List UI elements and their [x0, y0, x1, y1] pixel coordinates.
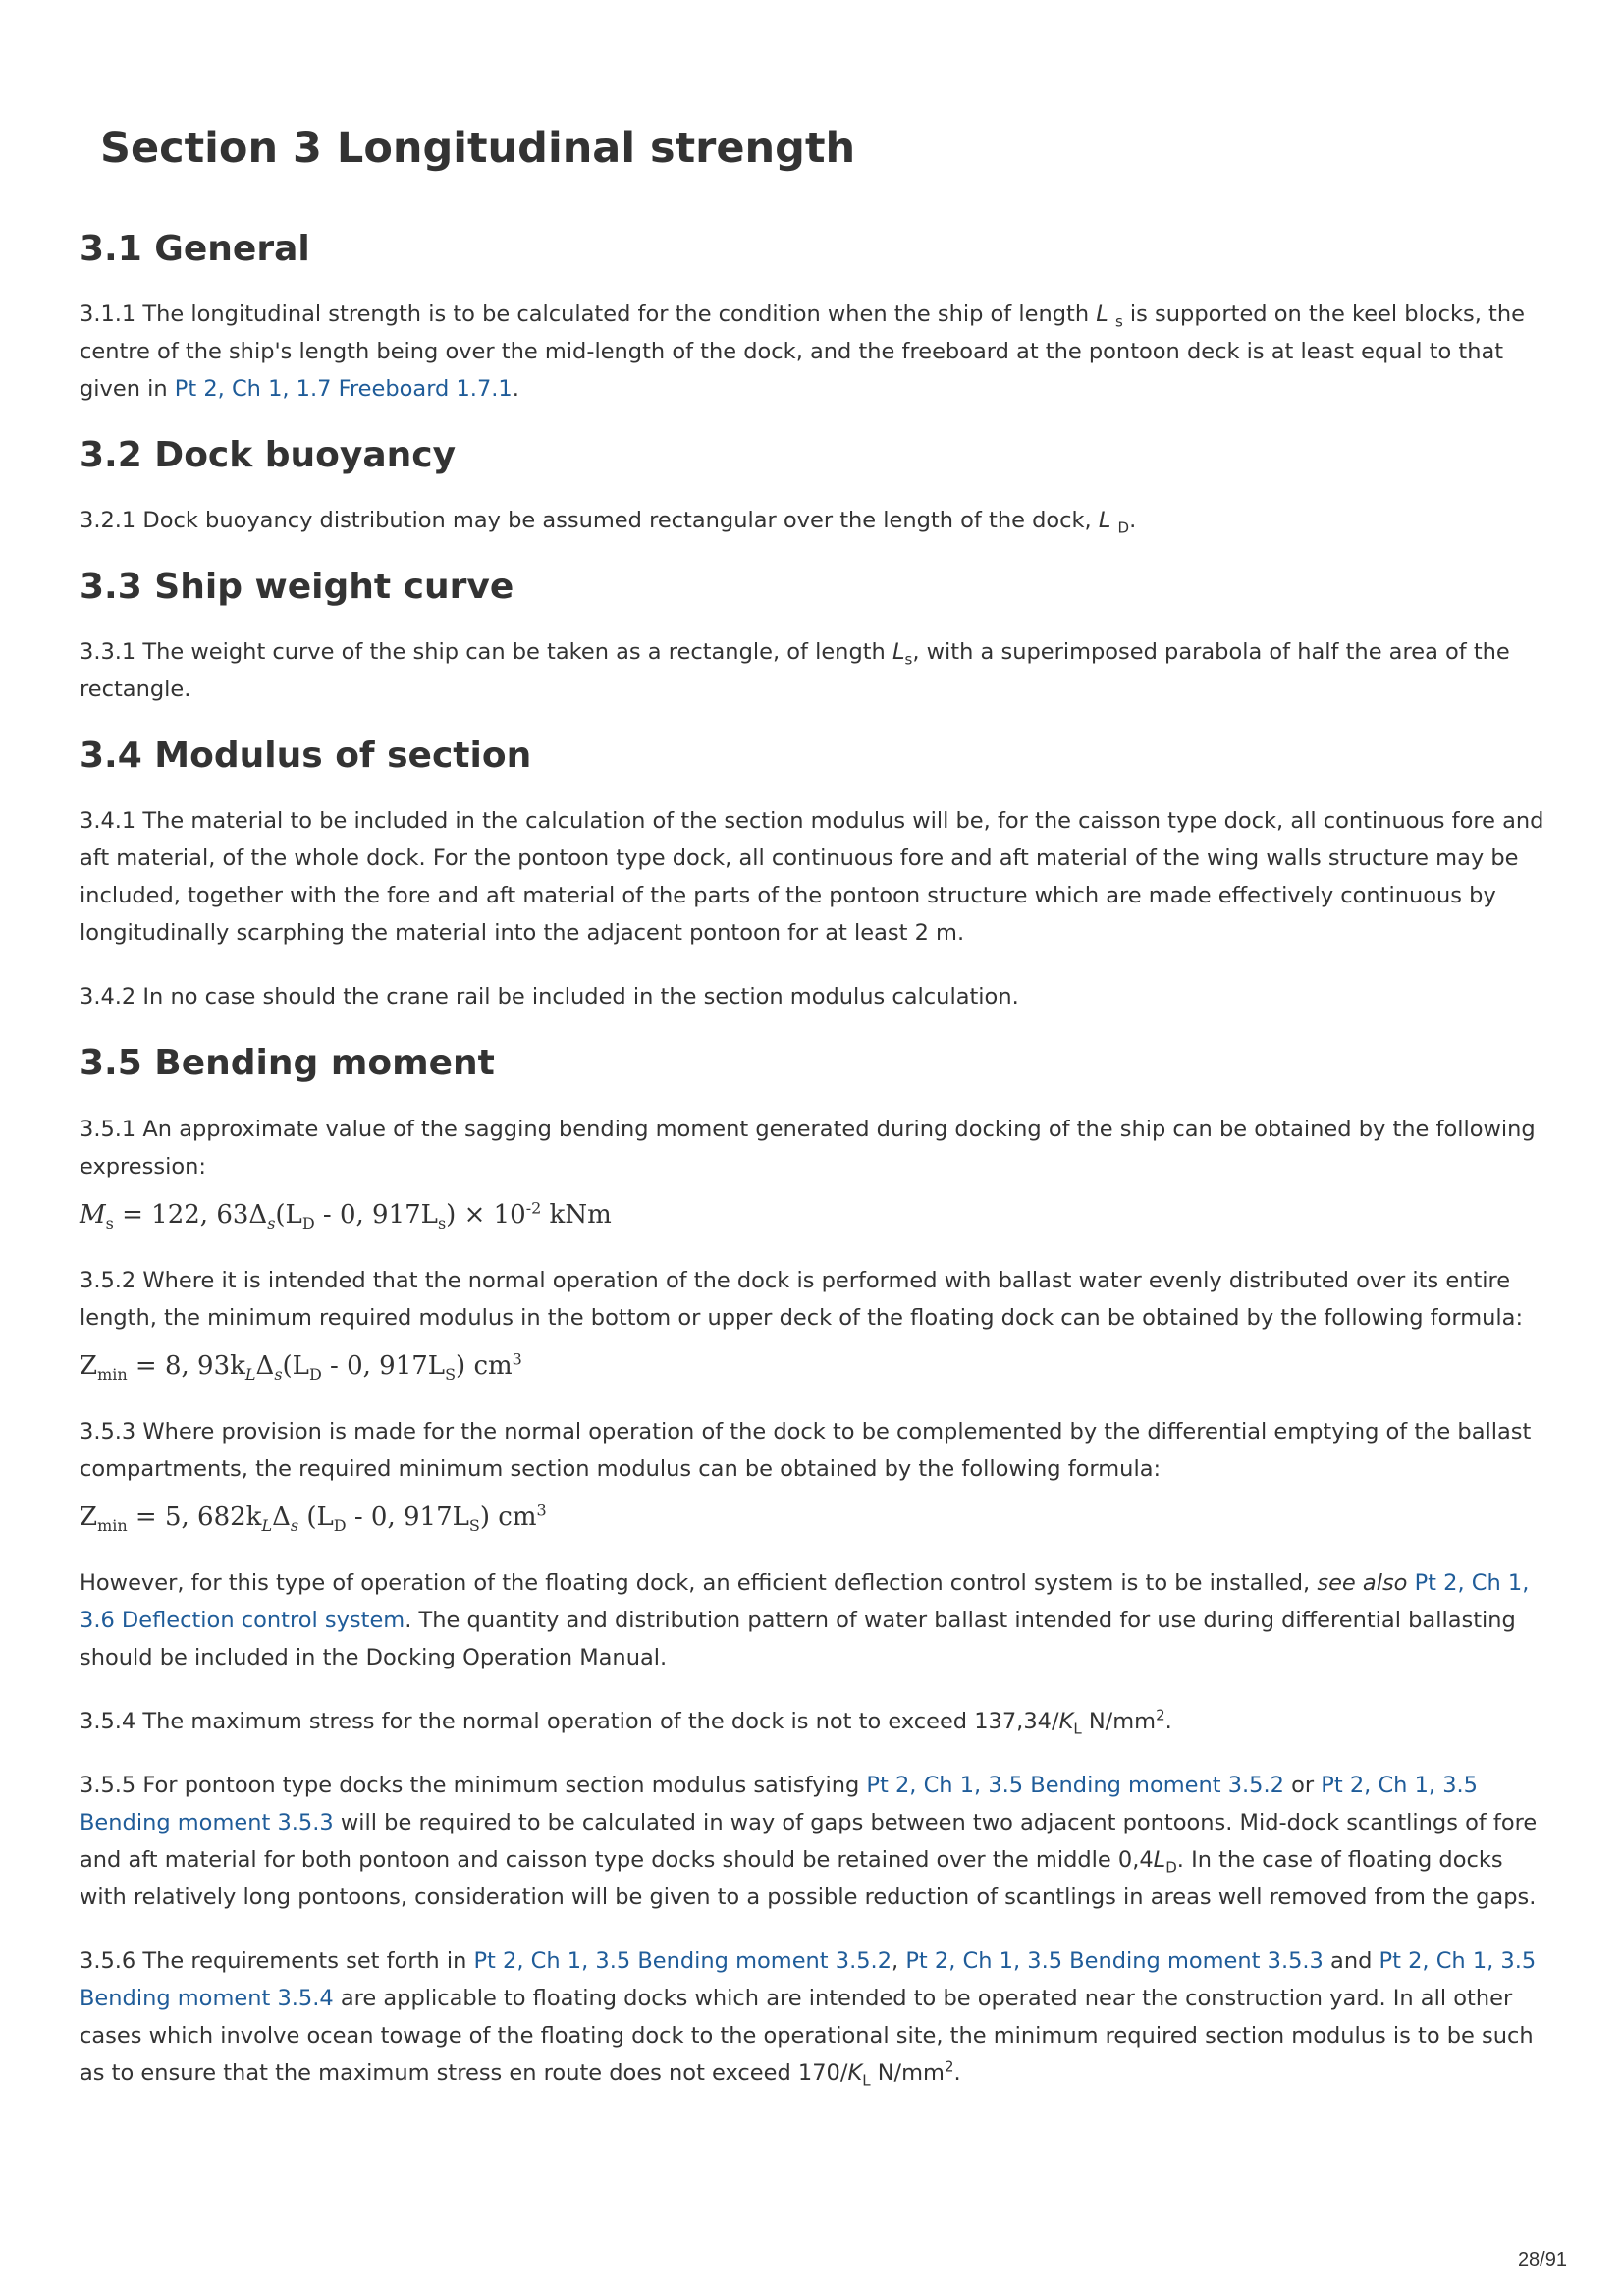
link-pt2-ch1-3-5-4[interactable]: Pt 2, Ch 1, 3.5 Bending moment 3.5.4 — [80, 1947, 1537, 2011]
heading-3-3: 3.3 Ship weight curve — [80, 566, 514, 607]
link-pt2-ch1-3-6[interactable]: Pt 2, Ch 1, 3.6 Deflection control system — [80, 1569, 1530, 1633]
paragraph-3-5-5: 3.5.5 For pontoon type docks the minimum section modulus satisfying Pt 2, Ch 1, 3.5 Bending moment 3.5.2 or Pt 2, Ch 1, 3.5 Bending moment 3.5.3 will be required to be calculated in way of gaps between two adjacent pontoons. Mid-dock scantlings of fore and aft material for both pontoon and caisson type docks should be retained over the middle $0,4L_D$. In the case of floating docks with relatively long pontoons, consideration will be given to a possible reduction of scantlings in areas well removed from the gaps. — [80, 1772, 1538, 1910]
paragraph-3-5-2: 3.5.2 Where it is intended that the normal operation of the dock is performed with ballast water evenly distributed over its entire length, the minimum required modulus in the bottom or upper deck of the floating dock can be obtained by the following formula: — [80, 1267, 1524, 1331]
formula-zmin-differential-ballast: $Z_{min} = 5$, $682k_L\Delta_s$ ($L_D - 0$, $917L_S$) $cm^3$ — [80, 1500, 547, 1535]
paragraph-3-5-4: 3.5.4 The maximum stress for the normal operation of the dock is not to exceed $137,34/K_L$ $N/mm^2$. — [80, 1706, 1172, 1738]
paragraph-3-3-1: 3.3.1 The weight curve of the ship can be taken as a rectangle, of length $L_s$, with a superimposed parabola of half the area of the rectangle. — [80, 639, 1510, 703]
paragraph-3-4-1: 3.4.1 The material to be included in the calculation of the section modulus will be, for the caisson type dock, all continuous fore and aft material, of the whole dock. For the pontoon type dock, all continuous fore and aft material of the wing walls structure may be included, together with the fore and aft material of the parts of the pontoon structure which are made effectively continuous by longitudinally scarphing the material into the adjacent pontoon for at least 2 m. — [80, 808, 1544, 947]
link-pt2-ch1-1-7-1[interactable]: Pt 2, Ch 1, 1.7 Freeboard 1.7.1 — [174, 375, 513, 402]
paragraph-3-5-6: 3.5.6 The requirements set forth in Pt 2, Ch 1, 3.5 Bending moment 3.5.2, Pt 2, Ch 1, 3.5 Bending moment 3.5.3 and Pt 2, Ch 1, 3.5 Bending moment 3.5.4 are applicable to floating docks which are intended to be operated near the construction yard. In all other cases which involve ocean towage of the floating dock to the operational site, the minimum required section modulus is to be such as to ensure that the maximum stress en route does not exceed $170/K_L$ $N/mm^2$. — [80, 1947, 1537, 2090]
heading-3-2: 3.2 Dock buoyancy — [80, 434, 457, 475]
paragraph-3-4-2: 3.4.2 In no case should the crane rail be included in the section modulus calculation. — [80, 984, 1019, 1011]
link-pt2-ch1-3-5-3[interactable]: Pt 2, Ch 1, 3.5 Bending moment 3.5.3 — [80, 1772, 1478, 1835]
section-title: Section 3 Longitudinal strength — [100, 124, 856, 173]
heading-3-4: 3.4 Modulus of section — [80, 736, 532, 777]
formula-bending-moment: $M_s = 122$, $63\Delta_s(L_D - 0$, $917L_s) \times 10^{-2}$ kNm — [80, 1197, 612, 1232]
link-pt2-ch1-3-5-3[interactable]: Pt 2, Ch 1, 3.5 Bending moment 3.5.3 — [905, 1947, 1324, 1974]
paragraph-3-5-1: 3.5.1 An approximate value of the sagging bending moment generated during docking of the ship can be obtained by the following expression: — [80, 1116, 1536, 1179]
paragraph-deflection-control: However, for this type of operation of the floating dock, an efficient deflection control system is to be installed, see also Pt 2, Ch 1, 3.6 Deflection control system. The quantity and distribution pattern of water ballast intended for use during differential ballasting should be included in the Docking Operation Manual. — [80, 1569, 1530, 1670]
paragraph-3-1-1: 3.1.1 The longitudinal strength is to be calculated for the condition when the ship of length L $_s$ is supported on the keel blocks, the centre of the ship's length being over the mid-length of the dock, and the freeboard at the pontoon deck is at least equal to that given in Pt 2, Ch 1, 1.7 Freeboard 1.7.1. — [80, 301, 1525, 402]
page-number: 28/91 — [1517, 2249, 1567, 2270]
formula-zmin-even-ballast: $Z_{min} = 8$, $93k_L\Delta_s(L_D - 0$, $917L_S$) $cm^3$ — [80, 1348, 522, 1384]
paragraph-3-2-1: 3.2.1 Dock buoyancy distribution may be assumed rectangular over the length of the dock, L $_D$. — [80, 507, 1137, 537]
link-pt2-ch1-3-5-2[interactable]: Pt 2, Ch 1, 3.5 Bending moment 3.5.2 — [866, 1772, 1284, 1798]
link-pt2-ch1-3-5-2[interactable]: Pt 2, Ch 1, 3.5 Bending moment 3.5.2 — [473, 1947, 892, 1974]
document-content — [80, 124, 1552, 2118]
paragraph-3-5-3: 3.5.3 Where provision is made for the normal operation of the dock to be complemented by the differential emptying of the ballast compartments, the required minimum section modulus can be obtained by the following formula: — [80, 1418, 1532, 1482]
heading-3-1: 3.1 General — [80, 228, 310, 269]
heading-3-5: 3.5 Bending moment — [80, 1043, 495, 1084]
